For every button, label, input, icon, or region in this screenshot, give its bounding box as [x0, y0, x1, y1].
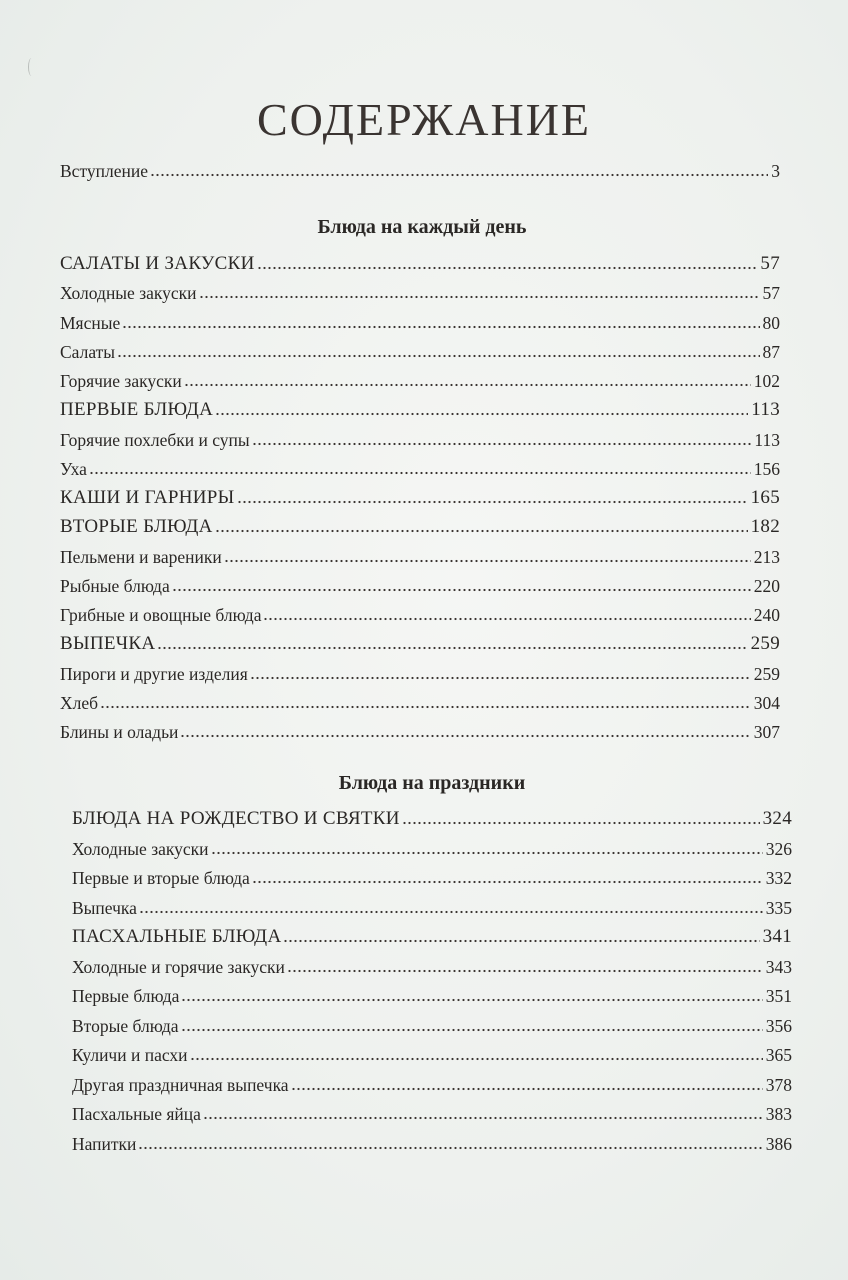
toc-entry-page: 304 [753, 693, 780, 713]
toc-subentry [72, 1068, 792, 1096]
toc-entry-page: 383 [765, 1104, 792, 1124]
toc-subentry [72, 891, 792, 919]
toc-entry-label: Вторые блюда [72, 1016, 179, 1036]
toc-entry-label: Грибные и овощные блюда [60, 605, 262, 625]
toc-entry-page: 307 [753, 722, 780, 742]
dot-leader [211, 849, 763, 855]
toc-entry-label: Рыбные блюда [60, 576, 170, 596]
toc-entry-page: 80 [762, 313, 780, 333]
toc-entry-label: ВТОРЫЕ БЛЮДА [60, 516, 213, 537]
toc-subentry [60, 452, 780, 480]
toc-chapter-entry [72, 802, 792, 830]
toc-entry-label: Салаты [60, 342, 116, 362]
toc-entry-label: Куличи и пасхи [72, 1045, 188, 1065]
toc-entry-label: Уха [60, 459, 87, 479]
toc-chapter-entry [60, 627, 780, 655]
toc-entry-page: 213 [753, 547, 780, 567]
toc-entry-label: ПАСХАЛЬНЫЕ БЛЮДА [72, 926, 282, 947]
dot-leader [180, 732, 750, 738]
toc-entry-label: Напитки [72, 1134, 137, 1154]
toc-subentry [60, 686, 780, 714]
toc-subentry [72, 832, 792, 860]
toc-entry-page: 165 [750, 487, 780, 508]
dot-leader [181, 1026, 763, 1032]
dot-leader [199, 293, 760, 299]
dot-leader [257, 264, 758, 270]
toc-entry-label: Холодные и горячие закуски [72, 957, 285, 977]
dot-leader [252, 440, 752, 446]
dot-leader [252, 878, 763, 884]
toc-chapter-entry [60, 510, 780, 538]
toc-entry-intro [60, 154, 780, 182]
dot-leader [215, 527, 748, 533]
toc-subentry [72, 950, 792, 978]
toc-entry-page: 240 [753, 605, 780, 625]
dot-leader [203, 1114, 763, 1120]
toc-subentry [60, 364, 780, 392]
dot-leader [172, 586, 751, 592]
toc-entry-page: 57 [760, 253, 780, 274]
dot-leader [150, 171, 768, 177]
dot-leader [190, 1055, 763, 1061]
toc-subentry [60, 569, 780, 597]
toc-entry-page: 378 [765, 1075, 792, 1095]
toc-subentry [60, 598, 780, 626]
toc-entry-label: Первые блюда [72, 986, 180, 1006]
toc-entry-page: 259 [750, 633, 780, 654]
toc-entry-page: 3 [771, 161, 780, 181]
toc-entry-label: Горячие закуски [60, 371, 182, 391]
toc-entry-label: Пасхальные яйца [72, 1104, 201, 1124]
page-edge-mark [28, 58, 35, 76]
dot-leader [117, 352, 759, 358]
toc-entry-label: Мясные [60, 313, 121, 333]
toc-entry-page: 343 [765, 957, 792, 977]
toc-entry-page: 335 [765, 898, 792, 918]
dot-leader [100, 703, 751, 709]
dot-leader [283, 937, 759, 943]
toc-entry-label: Выпечка [72, 898, 137, 918]
toc-entry-label: Вступление [60, 161, 148, 181]
toc-subentry [72, 979, 792, 1007]
dot-leader [89, 469, 751, 475]
toc-subentry [60, 540, 780, 568]
toc-entry-label: КАШИ И ГАРНИРЫ [60, 487, 235, 508]
dot-leader [287, 967, 763, 973]
toc-entry-label: САЛАТЫ И ЗАКУСКИ [60, 253, 255, 274]
toc-entry-page: 57 [762, 283, 780, 303]
toc-subentry [60, 715, 780, 743]
dot-leader [184, 381, 751, 387]
dot-leader [291, 1085, 763, 1091]
toc-entry-page: 220 [753, 576, 780, 596]
toc-entry-page: 351 [765, 986, 792, 1006]
toc-subentry [60, 335, 780, 363]
dot-leader [215, 410, 748, 416]
toc-entry-page: 102 [753, 371, 780, 391]
section-heading: Блюда на праздники [338, 772, 526, 794]
toc-entry-label: Пельмени и вареники [60, 547, 222, 567]
toc-subentry [60, 423, 780, 451]
page-title: СОДЕРЖАНИЕ [256, 94, 592, 145]
toc-entry-page: 341 [762, 926, 792, 947]
toc-chapter-entry [60, 481, 780, 509]
dot-leader [122, 323, 759, 329]
dot-leader [181, 996, 762, 1002]
dot-leader [157, 644, 747, 650]
toc-entry-page: 356 [765, 1016, 792, 1036]
toc-entry-page: 332 [765, 868, 792, 888]
toc-chapter-entry [60, 247, 780, 275]
dot-leader [250, 674, 751, 680]
toc-entry-page: 182 [750, 516, 780, 537]
toc-entry-page: 324 [762, 808, 792, 829]
toc-subentry [60, 276, 780, 304]
dot-leader [402, 819, 760, 825]
toc-subentry [72, 1009, 792, 1037]
dot-leader [263, 615, 750, 621]
toc-subentry [72, 1038, 792, 1066]
section-heading: Блюда на каждый день [317, 216, 527, 238]
toc-subentry [72, 861, 792, 889]
toc-entry-label: Горячие похлебки и супы [60, 430, 250, 450]
toc-entry-label: Хлеб [60, 693, 99, 713]
dot-leader [138, 1144, 762, 1150]
toc-entry-page: 365 [765, 1045, 792, 1065]
toc-entry-page: 113 [751, 399, 780, 420]
toc-entry-page: 156 [753, 459, 780, 479]
toc-entry-page: 386 [765, 1134, 792, 1154]
toc-subentry [60, 657, 780, 685]
dot-leader [224, 557, 751, 563]
toc-entry-page: 326 [765, 839, 792, 859]
dot-leader [237, 498, 748, 504]
dot-leader [139, 908, 763, 914]
toc-entry-label: Холодные закуски [72, 839, 209, 859]
toc-subentry [72, 1127, 792, 1155]
toc-entry-label: Холодные закуски [60, 283, 197, 303]
toc-entry-label: Блины и оладьи [60, 722, 179, 742]
toc-subentry [60, 306, 780, 334]
toc-entry-label: ПЕРВЫЕ БЛЮДА [60, 399, 214, 420]
toc-entry-page: 113 [754, 430, 780, 450]
toc-entry-label: БЛЮДА НА РОЖДЕСТВО И СВЯТКИ [72, 808, 400, 829]
toc-entry-label: ВЫПЕЧКА [60, 633, 156, 654]
toc-entry-page: 87 [762, 342, 780, 362]
toc-chapter-entry [72, 920, 792, 948]
toc-entry-label: Первые и вторые блюда [72, 868, 250, 888]
toc-entry-label: Пироги и другие изделия [60, 664, 248, 684]
toc-chapter-entry [60, 393, 780, 421]
toc-entry-page: 259 [753, 664, 780, 684]
toc-subentry [72, 1097, 792, 1125]
toc-entry-label: Другая праздничная выпечка [72, 1075, 289, 1095]
